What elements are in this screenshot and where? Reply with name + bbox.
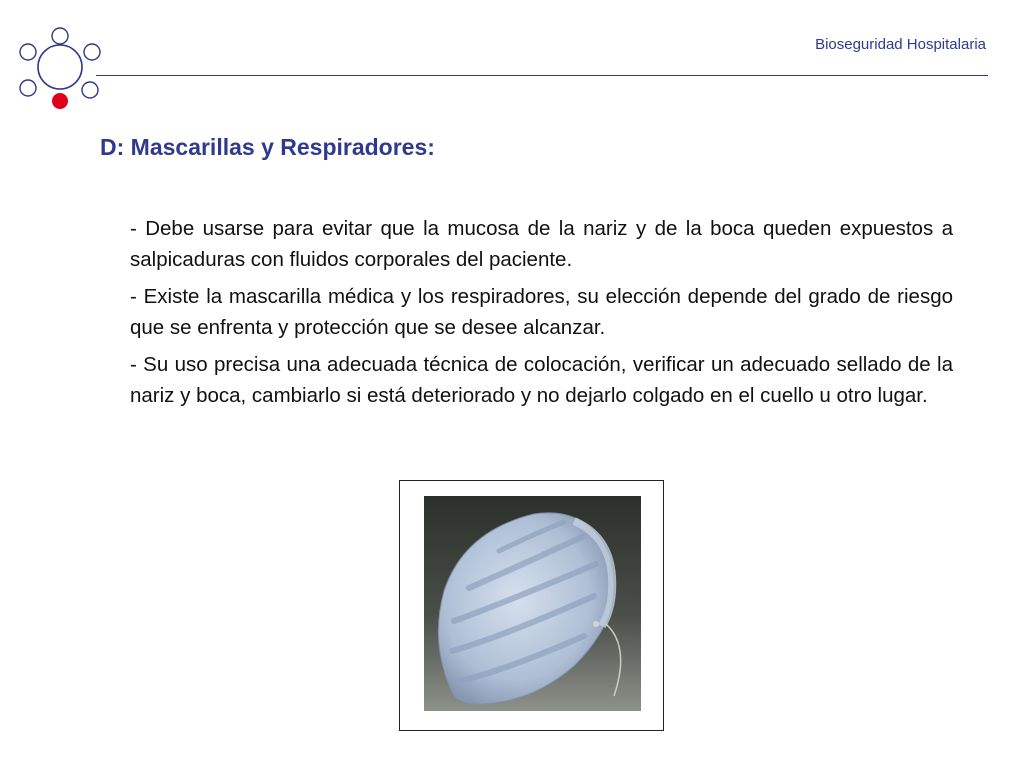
header-title: Bioseguridad Hospitalaria (815, 36, 986, 53)
slide-title: D: Mascarillas y Respiradores: (100, 134, 435, 160)
logo-circle-bottom-right (82, 82, 98, 98)
face-mask-icon (424, 496, 641, 711)
image-frame (399, 480, 664, 731)
slide-body (130, 213, 953, 417)
header-divider (96, 75, 988, 76)
logo-red-dot (52, 93, 68, 109)
logo-center-circle (38, 45, 82, 89)
bullet-paragraph: - Debe usarse para evitar que la mucosa de la nariz y de la boca queden expuestos a salpicaduras con fluidos corporales del paciente. (130, 217, 953, 271)
logo-circle-right (84, 44, 100, 60)
logo-circle-left (20, 44, 36, 60)
logo-circle-bottom-left (20, 80, 36, 96)
bullet-paragraph: - Existe la mascarilla médica y los respiradores, su elección depende del grado de riesgo que se enfrenta y protección que se desee alcanzar. (130, 285, 953, 339)
logo (14, 24, 104, 114)
bullet-paragraph: - Su uso precisa una adecuada técnica de colocación, verificar un adecuado sellado de la nariz y boca, cambiarlo si está deteriorado y no dejarlo colgado en el cuello u otro lugar. (130, 353, 953, 407)
logo-circle-top (52, 28, 68, 44)
